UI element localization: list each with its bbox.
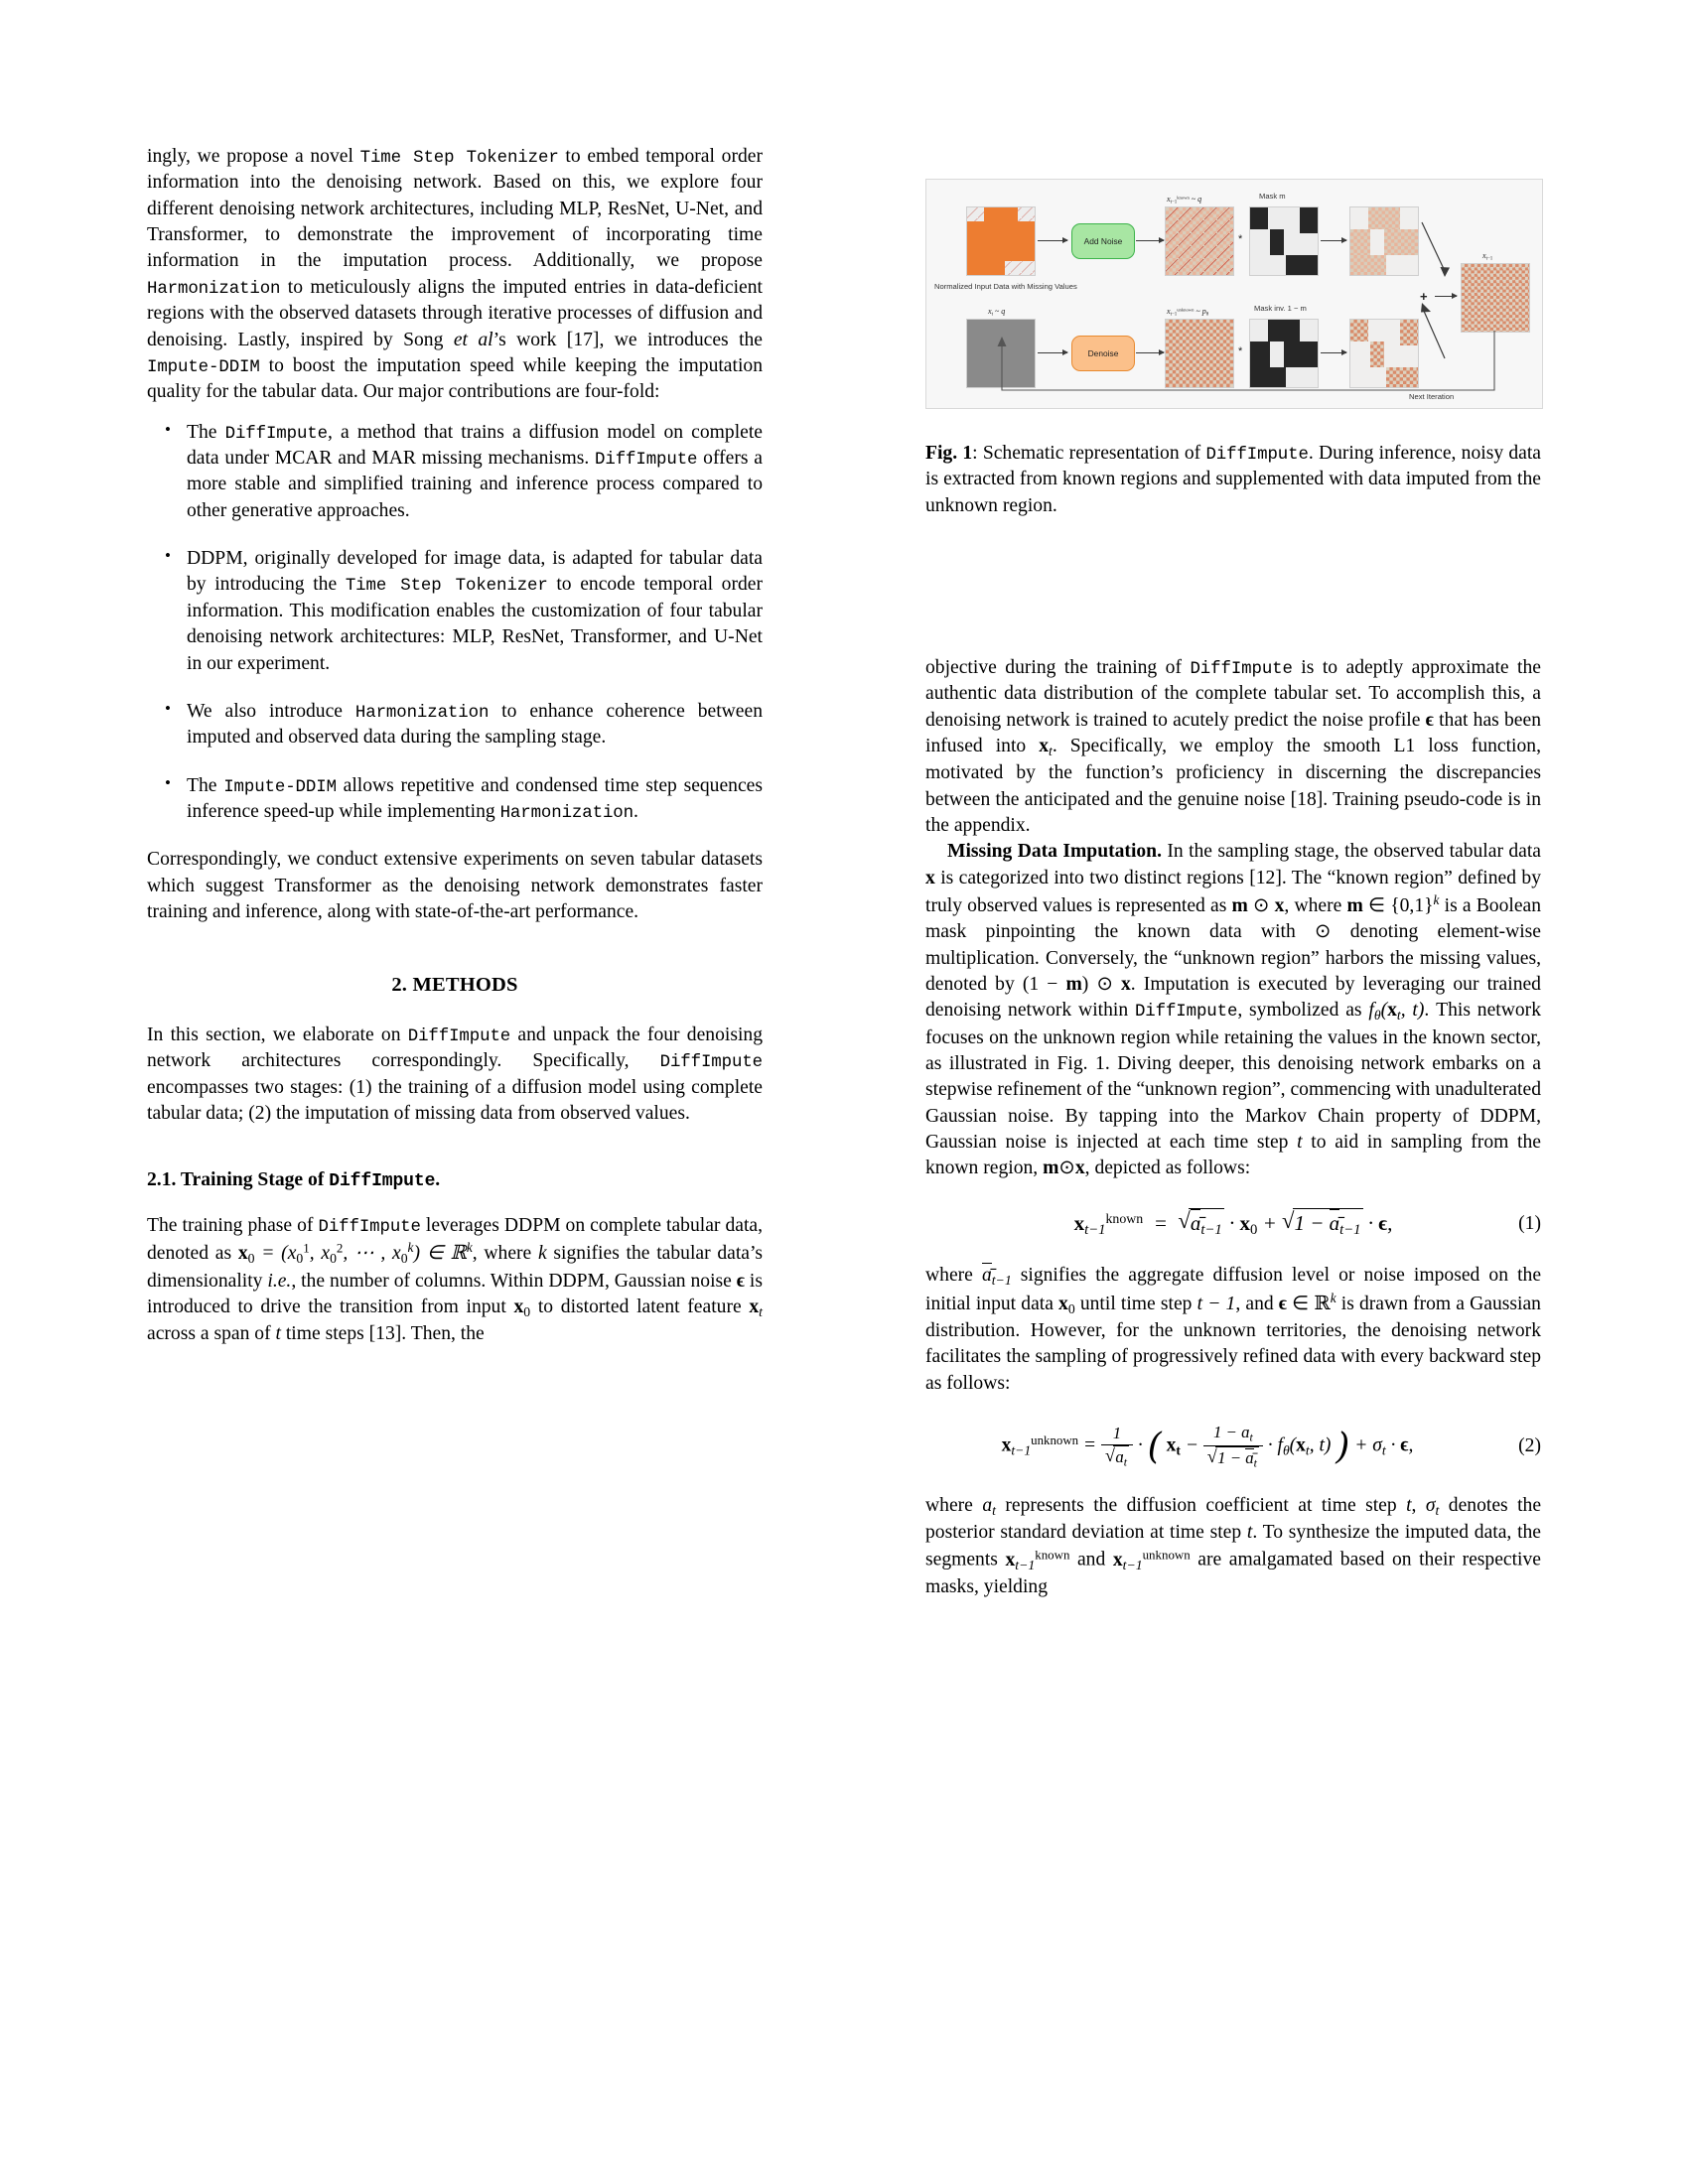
- math-k: k: [537, 1243, 547, 1265]
- bullet-0-text-2: , a method that trains a diffusion model on complete data under MCAR and MAR missing mechanisms.: [187, 421, 763, 470]
- subsection-code-diffimpute: DiffImpute: [329, 1170, 436, 1191]
- bullet-3-text-1: The: [187, 774, 224, 796]
- math-t-r3: t: [1246, 1521, 1253, 1543]
- equation-2-number: (2): [1518, 1435, 1541, 1457]
- mask-inv-label: Mask inv. 1 − m: [1254, 304, 1307, 313]
- mask-m-tile: [1249, 206, 1319, 276]
- input-data-tile: [966, 206, 1036, 276]
- equation-1: [925, 1208, 1541, 1241]
- where2-text-5: . To synthesize the imputed data, the segments: [925, 1521, 1542, 1570]
- where2-text-7: are amalgamated based on their respective masks, yielding: [925, 1549, 1541, 1598]
- methods-text-3: encompasses two stages: (1) the training of a diffusion model using complete tabular data; (2) the imputation of missing data from observed values.: [147, 1076, 763, 1125]
- bullet-3-text-3: .: [633, 801, 638, 823]
- where1-text-3: until time step: [1074, 1293, 1197, 1314]
- subsection-period: .: [435, 1168, 441, 1190]
- bullet-0-code-1: DiffImpute: [224, 424, 328, 444]
- bold-missing-data-imputation: Missing Data Imputation.: [947, 841, 1162, 863]
- bullet-1-text-2: to encode temporal order information. This modification enables the customization of four tabular denoising network architectures: MLP, ResNet, Transformer, and U-Net in our experiment.: [187, 574, 763, 674]
- mdi-text-3: , where: [1284, 895, 1347, 916]
- training-text-1: The training phase of: [147, 1214, 319, 1236]
- math-xt-r: $x_t$: [1039, 736, 1053, 758]
- mdi-text-7: , symbolized as: [1237, 1000, 1369, 1022]
- paragraph-intro: [147, 144, 763, 406]
- training-text-4: signifies the tabular data’s dimensionality: [147, 1243, 764, 1292]
- list-item: [147, 773, 763, 826]
- bullet-3-code-1: Impute-DDIM: [223, 777, 337, 797]
- mdi-text-9: to aid in sampling from the known region,: [925, 1132, 1541, 1179]
- arrow-top-to-plus: [1419, 219, 1461, 283]
- intro-text-3: to meticulously aligns the imputed entries in data-deficient regions with the observed datasets through iterative processes of diffusion and denoising. Lastly, inspired by Song: [147, 276, 763, 350]
- where2-text-4: denotes the posterior standard deviation at time step: [925, 1494, 1542, 1543]
- arrow-input-to-addnoise: [1038, 240, 1067, 241]
- bullet-3-text-2: allows repetitive and condensed time step sequences inference speed-up while implementing: [187, 774, 763, 823]
- figure-1: [925, 179, 1541, 519]
- code-diffimpute-b: DiffImpute: [659, 1053, 763, 1073]
- where2-text-1: where: [925, 1494, 983, 1516]
- where1-text-1: where: [925, 1264, 982, 1286]
- math-t-r: t: [1297, 1132, 1303, 1154]
- output-tile: [1461, 263, 1530, 333]
- list-item: [147, 546, 763, 677]
- figure-caption-label: Fig. 1: [925, 443, 973, 464]
- code-diffimpute-a: DiffImpute: [407, 1027, 511, 1047]
- math-alpha-t: ɑ$_t$: [982, 1494, 996, 1518]
- obj-text-1: objective during the training of: [925, 657, 1191, 678]
- code-diffimpute-r2: DiffImpute: [1134, 1003, 1238, 1023]
- math-x0-r: x0: [1058, 1293, 1075, 1316]
- equation-1-body: $x_{t-1}^{known}$ = √ $ɑ̄_{t-1} \cdot x0$ + √ $1 - ɑ̄_{t-1} \cdot \epsilon$,: [1074, 1211, 1393, 1235]
- bullet-2-text-1: We also introduce: [187, 700, 355, 722]
- paragraph-training-phase: [147, 1213, 763, 1348]
- math-xt: $x_t$: [749, 1296, 763, 1319]
- arrow-mask-to-masked-top: [1321, 240, 1346, 241]
- paragraph-where-1: [925, 1263, 1541, 1397]
- bullet-0-code-2: DiffImpute: [595, 451, 698, 471]
- mdi-text-8: . This network focuses on the unknown region while retaining the values in the known sector, as illustrated in Fig. 1. Diving deeper, this denoising network embarks on a stepwise refinement of the “unknown region”, commencing with unadulterated Gaussian noise. By tapping into the Markov Chain property of DDPM, Gaussian noise is injected at each time step: [925, 1000, 1541, 1154]
- paragraph-where-2: [925, 1493, 1541, 1601]
- mdi-text-6: . Imputation is executed by leveraging our trained denoising network within: [925, 974, 1541, 1022]
- training-text-7: to distorted latent feature: [530, 1296, 750, 1317]
- section-heading-methods: 2. METHODS: [391, 973, 518, 996]
- obj-text-3: that has been infused into: [925, 709, 1541, 757]
- intro-text-1: ingly, we propose a novel: [147, 146, 360, 167]
- figure-caption-text-2: . During inference, noisy data is extracted from known regions and supplemented with data imputed from the unknown region.: [925, 443, 1542, 516]
- arrow-addnoise-to-xknown: [1136, 240, 1164, 241]
- figure-1-image: [925, 179, 1543, 409]
- math-odot: ⊙: [1315, 921, 1332, 943]
- paragraph-objective: [925, 655, 1541, 839]
- training-text-3: , where: [472, 1243, 538, 1265]
- obj-text-2: is to adeptly approximate the authentic data distribution of the complete tabular set. To accomplish this, a denoising network is trained to acutely predict the noise profile: [925, 657, 1541, 731]
- list-item: [147, 699, 763, 751]
- math-x-known-tm1: $x_{t-1}^{known}$: [1005, 1547, 1070, 1572]
- math-m-in-01k: m ∈ $\{0,1\}^k$: [1346, 892, 1440, 916]
- math-t: t: [275, 1323, 281, 1345]
- training-text-5: , the number of columns. Within DDPM, Gaussian noise: [291, 1270, 737, 1292]
- figure-caption-sep: :: [972, 443, 983, 464]
- math-t-r2: t: [1406, 1494, 1412, 1516]
- equation-2: [925, 1423, 1541, 1470]
- add-noise-node: Add Noise: [1071, 223, 1135, 259]
- plus-operator: +: [1420, 289, 1428, 304]
- bullet-1-code-1: Time Step Tokenizer: [345, 577, 548, 597]
- math-sigma-t: $\sigma_t$: [1425, 1494, 1440, 1518]
- paragraph-correspondingly: Correspondingly, we conduct extensive experiments on seven tabular datasets which suggest Transformer as the denoising network demonstrates faster training and inference, along with state-of-the-art performance.: [147, 849, 763, 923]
- math-m-odot-x: m ⊙ x: [1231, 895, 1285, 916]
- right-column: [925, 655, 1541, 1600]
- intro-text-4: ’s work [17], we introduces the: [492, 329, 764, 350]
- bullet-0-text-1: The: [187, 421, 225, 443]
- training-text-9: time steps [13]. Then, the: [280, 1323, 485, 1345]
- where1-text-4: , and: [1235, 1293, 1279, 1314]
- math-x0-tuple: $x0 = (x0^1$, $x0^2$, ⋯ , x0$^k$) ∈ ℝ$^k$: [237, 1240, 473, 1267]
- code-impute-ddim: Impute-DDIM: [147, 357, 260, 377]
- input-data-label: Normalized Input Data with Missing Values: [934, 282, 1077, 291]
- contributions-list: [147, 420, 763, 826]
- math-x0: x0: [513, 1296, 531, 1319]
- italic-ie: i.e.: [267, 1270, 292, 1292]
- next-iteration-label: Next Iteration: [1409, 392, 1455, 401]
- where2-text-2: represents the diffusion coefficient at time step: [995, 1494, 1407, 1516]
- math-x-unknown-tm1: $x_{t-1}^{unknown}$: [1112, 1547, 1191, 1572]
- left-column: [147, 144, 763, 1347]
- paragraph-methods-intro: [147, 1023, 763, 1128]
- x-unknown-label: $xt-1^{unknown}$ ~ pθ: [1167, 307, 1209, 318]
- subsection-label: 2.1. Training Stage of: [147, 1168, 330, 1190]
- x-t-label: xt ~ q: [988, 307, 1006, 318]
- masked-known-tile: [1349, 206, 1419, 276]
- code-time-step-tokenizer: Time Step Tokenizer: [359, 149, 559, 168]
- where2-text-6: and: [1069, 1549, 1113, 1570]
- figure-caption-text-1: Schematic representation of: [982, 443, 1206, 464]
- bullet-1-text-1: DDPM, originally developed for image data, is adapted for tabular data by introducing the: [187, 548, 763, 596]
- training-text-2: leverages DDPM on complete tabular data, denoted as: [147, 1214, 763, 1265]
- math-epsilon: ϵ: [736, 1270, 746, 1292]
- mdi-text-4: is a Boolean mask pinpointing the known data with: [925, 895, 1542, 943]
- bullet-0-text-3: offers a more stable and simplified training and inference process compared to other generative approaches.: [187, 448, 763, 521]
- x-known-label: $xt-1^{known}$ ~ q: [1167, 195, 1202, 205]
- equation-2-body: $x_{t-1}^{unknown}$ = 1 √ ɑ$_t$ · ( xt − 1 − ɑ$_t$ √ $1 - ɑ̄_t$ · $f_\theta(x_t$, t) ) + $\sigma_t \cdot \epsilon$,: [1002, 1423, 1466, 1470]
- mdi-text-2: is categorized into two distinct regions [12]. The “known region” defined by truly observed values is represented as: [925, 867, 1541, 916]
- mdi-text-10: , depicted as follows:: [1084, 1158, 1251, 1179]
- x-out-label: xt−1: [1482, 251, 1493, 262]
- code-diffimpute-c: DiffImpute: [318, 1217, 421, 1237]
- math-m-odot-x-2: m⊙x: [1043, 1158, 1085, 1179]
- mdi-text-5: denoting element-wise multiplication. Conversely, the “unknown region” harbors the missing values, denoted by: [925, 921, 1541, 996]
- math-epsilon-in-Rk: ϵ ∈ ℝ$^k$: [1278, 1290, 1336, 1314]
- math-f-theta: $f_\theta(x_t$, t): [1368, 1000, 1425, 1024]
- arrow-plus-to-output: [1435, 296, 1457, 297]
- paragraph-missing-data-imputation: [925, 839, 1541, 1181]
- multiply-operator-top: *: [1238, 233, 1243, 245]
- math-x-bold: x: [925, 867, 935, 888]
- where1-text-5: is drawn from a Gaussian distribution. However, for the unknown territories, the denoising network facilitates the sampling of progressively refined data with every backward step as follows:: [925, 1293, 1541, 1394]
- intro-text-5: to boost the imputation speed while keeping the imputation quality for the tabular data. Our major contributions are four-fold:: [147, 354, 763, 403]
- italic-et-al: et al: [453, 329, 493, 350]
- figure-caption-code: DiffImpute: [1205, 446, 1309, 465]
- multiply-operator-bottom: *: [1238, 345, 1243, 357]
- code-harmonization: Harmonization: [147, 279, 281, 299]
- obj-text-4: . Specifically, we employ the smooth L1 loss function, motivated by the function’s proficiency in discerning the discrepancies between the anticipated and the genuine noise [18]. Training pseudo-code is in the appendix.: [925, 736, 1541, 837]
- bullet-2-text-2: to enhance coherence between imputed and observed data during the sampling stage.: [187, 700, 763, 749]
- where1-text-2: signifies the aggregate diffusion level or noise imposed on the initial input data: [925, 1264, 1542, 1314]
- methods-text-1: In this section, we elaborate on: [147, 1024, 408, 1046]
- methods-text-2: and unpack the four denoising network architectures correspondingly. Specifically,: [147, 1024, 764, 1072]
- x-known-tile: [1165, 206, 1234, 276]
- denoise-node: Denoise: [1071, 336, 1135, 371]
- math-epsilon-r: ϵ: [1425, 709, 1434, 731]
- next-iteration-loop: [990, 329, 1506, 400]
- bullet-2-code-1: Harmonization: [354, 703, 490, 723]
- mask-m-label: Mask m: [1259, 192, 1286, 201]
- subsection-heading-training-stage: [147, 1167, 763, 1193]
- code-diffimpute-r1: DiffImpute: [1190, 660, 1293, 679]
- figure-1-caption: [925, 441, 1541, 519]
- math-1-minus-m-odot-x: (1 − m) ⊙ x: [1022, 974, 1131, 996]
- bullet-3-code-2: Harmonization: [499, 804, 633, 824]
- intro-text-2: to embed temporal order information into the denoising network. Based on this, we explore four different denoising network architectures, including MLP, ResNet, U-Net, and Transformer, to demonstrate the improvement of incorporating time information in the imputation process. Additionally, we propose: [147, 146, 763, 272]
- list-item: [147, 420, 763, 525]
- math-alphabar-tm1: $ɑ̄_{t-1}$: [981, 1264, 1012, 1288]
- where2-text-3: ,: [1411, 1494, 1426, 1516]
- training-text-6: is introduced to drive the transition from input: [147, 1270, 763, 1317]
- equation-1-number: (1): [1518, 1212, 1541, 1234]
- mdi-text-1: In the sampling stage, the observed tabular data: [1161, 841, 1541, 863]
- math-t-minus-1: t − 1: [1196, 1293, 1236, 1314]
- training-text-8: across a span of: [147, 1323, 276, 1345]
